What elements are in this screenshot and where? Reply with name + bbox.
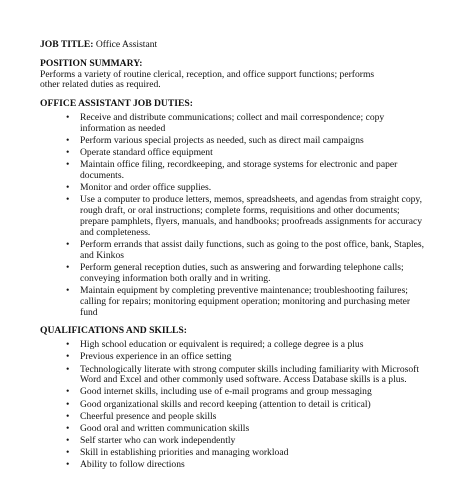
qualification-item: • High school education or equivalent is required; a college degree is a plus: [66, 340, 427, 351]
duty-item: • Perform various special projects as needed, such as direct mail campaigns: [66, 136, 427, 147]
qualification-item: • Good organizational skills and record keeping (attention to detail is critical): [66, 400, 427, 411]
duty-item: • Maintain office filing, recordkeeping, and storage systems for electronic and paper documents.: [66, 160, 427, 182]
qualifications-heading: QUALIFICATIONS AND SKILLS:: [40, 325, 187, 337]
duty-item: • Maintain equipment by completing preventive maintenance; troubleshooting failures; calling for repairs; monitoring equipment operation; monitoring and purchasing meter fund: [66, 286, 427, 318]
qualification-item: • Good internet skills, including use of e-mail programs and group messaging: [66, 387, 427, 398]
duty-item: • Receive and distribute communications; collect and mail correspondence; copy information as needed: [66, 113, 427, 135]
duty-item: • Use a computer to produce letters, memos, spreadsheets, and agendas from straight copy, rough draft, or oral instructions; complete forms, requisitions and other documents; prepare pamphlets, flyers, manuals, and handbooks; proofreads assignments for accuracy and completeness.: [66, 195, 427, 238]
position-summary-section: [40, 59, 427, 91]
position-summary-line-2: other related duties as required.: [40, 79, 161, 91]
qualification-item: • Previous experience in an office setting: [66, 352, 427, 363]
duties-section: [40, 99, 427, 318]
duties-list: [40, 113, 427, 318]
duty-item: • Operate standard office equipment: [66, 148, 427, 159]
qualification-item: • Technologically literate with strong computer skills including familiarity with Microsoft Word and Excel and other commonly used software. Access Database skills is a plus.: [66, 365, 427, 387]
duty-item: • Perform general reception duties, such as answering and forwarding telephone calls; conveying information both orally and in writing.: [66, 263, 427, 285]
qualification-item: • Skill in establishing priorities and managing workload: [66, 448, 427, 459]
job-title-line: [40, 40, 427, 51]
qualifications-section: [40, 326, 427, 471]
duties-heading: OFFICE ASSISTANT JOB DUTIES:: [40, 98, 193, 110]
qualification-item: • Self starter who can work independently: [66, 436, 427, 447]
qualification-item: • Good oral and written communication skills: [66, 424, 427, 435]
qualification-item: • Cheerful presence and people skills: [66, 412, 427, 423]
job-title-label: JOB TITLE:: [40, 39, 94, 50]
qualification-item: • Ability to follow directions: [66, 460, 427, 471]
duty-item: • Perform errands that assist daily functions, such as going to the post office, bank, Staples, and Kinkos: [66, 240, 427, 262]
position-summary-line-1: Performs a variety of routine clerical, reception, and office support functions; performs: [40, 68, 375, 80]
job-title-value: Office Assistant: [93, 39, 158, 50]
position-summary-heading: POSITION SUMMARY:: [40, 57, 143, 69]
qualifications-list: [40, 340, 427, 471]
duty-item: • Monitor and order office supplies.: [66, 183, 427, 194]
